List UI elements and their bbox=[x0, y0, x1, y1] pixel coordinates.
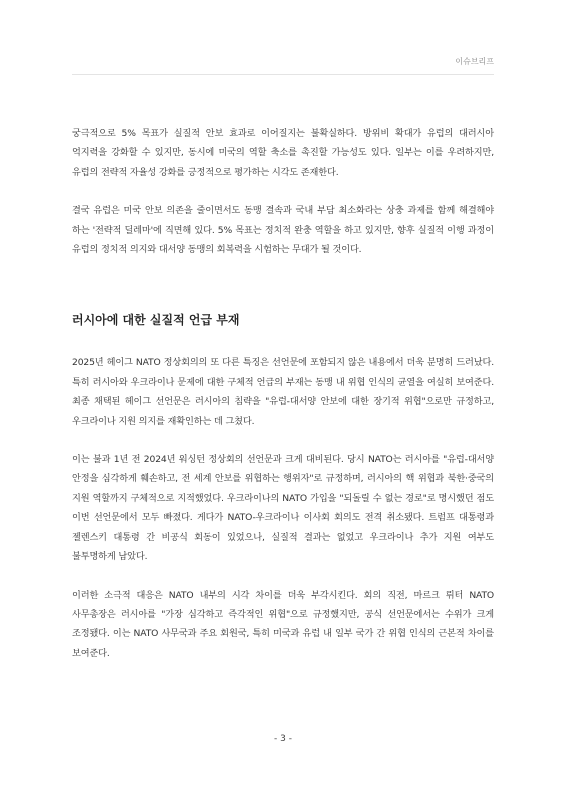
paragraph-3: 2025년 헤이그 NATO 정상회의의 또 다른 특징은 선언문에 포함되지 않은 내용에서 더욱 분명히 드러났다. 특히 러시아와 우크라이나 문제에 대한 구체적 언급의 부재는 동맹 내 위협 인식의 균열을 여실히 보여준다. 최종 채택된 헤이그 선언문은 러시아의 침략을 "유럽-대서양 안보에 대한 장기적 위협"으로만 규정하고, 우크라이나 지원 의지를 재확인하는 데 그쳤다. bbox=[72, 357, 494, 427]
document-body bbox=[72, 124, 494, 663]
paragraph-4: 이는 불과 1년 전 2024년 워싱턴 정상회의 선언문과 크게 대비된다. 당시 NATO는 러시아를 "유럽-대서양 안정을 심각하게 훼손하고, 전 세계 안보를 위협하는 행위자"로 규정하며, 러시아의 핵 위협과 북한·중국의 지원 역할까지 구체적으로 지적했었다. 우크라이나의 NATO 가입을 "되돌릴 수 없는 경로"로 명시했던 점도 이번 선언문에서 모두 빠졌다. 게다가 NATO-우크라이나 이사회 회의도 전격 취소됐다. 트럼프 대통령과 젤렌스키 대통령 간 비공식 회동이 있었으나, 실질적 결과는 없었고 우크라이나 추가 지원 여부도 불투명하게 남았다. bbox=[72, 454, 494, 563]
header-label: 이슈브리프 bbox=[455, 57, 494, 66]
paragraph-2: 결국 유럽은 미국 안보 의존을 줄이면서도 동맹 결속과 국내 부담 최소화라는 상충 과제를 함께 해결해야 하는 '전략적 딜레마'에 직면해 있다. 5% 목표는 정치적 완충 역할을 하고 있지만, 향후 실질적 이행 과정이 유럽의 정치적 의지와 대서양 동맹의 회복력을 시험하는 무대가 될 것이다. bbox=[72, 205, 494, 256]
header-divider bbox=[72, 74, 494, 75]
paragraph-1: 궁극적으로 5% 목표가 실질적 안보 효과로 이어질지는 불확실하다. 방위비 확대가 유럽의 대러시아 억지력을 강화할 수 있지만, 동시에 미국의 역할 축소를 촉진할 가능성도 있다. 일부는 이를 우려하지만, 유럽의 전략적 자율성 강화를 긍정적으로 평가하는 시각도 존재한다. bbox=[72, 128, 494, 178]
page-number: - 3 - bbox=[274, 734, 292, 744]
paragraph-5: 이러한 소극적 대응은 NATO 내부의 시각 차이를 더욱 부각시킨다. 회의 직전, 마르크 뤼터 NATO 사무총장은 러시아를 "가장 심각하고 즉각적인 위협"으로 규정했지만, 공식 선언문에서는 수위가 크게 조정됐다. 이는 NATO 사무국과 주요 회원국, 특히 미국과 유럽 내 일부 국가 간 위협 인식의 근본적 차이를 보여준다. bbox=[72, 589, 494, 659]
section-heading: 러시아에 대한 실질적 언급 부재 bbox=[72, 313, 240, 328]
